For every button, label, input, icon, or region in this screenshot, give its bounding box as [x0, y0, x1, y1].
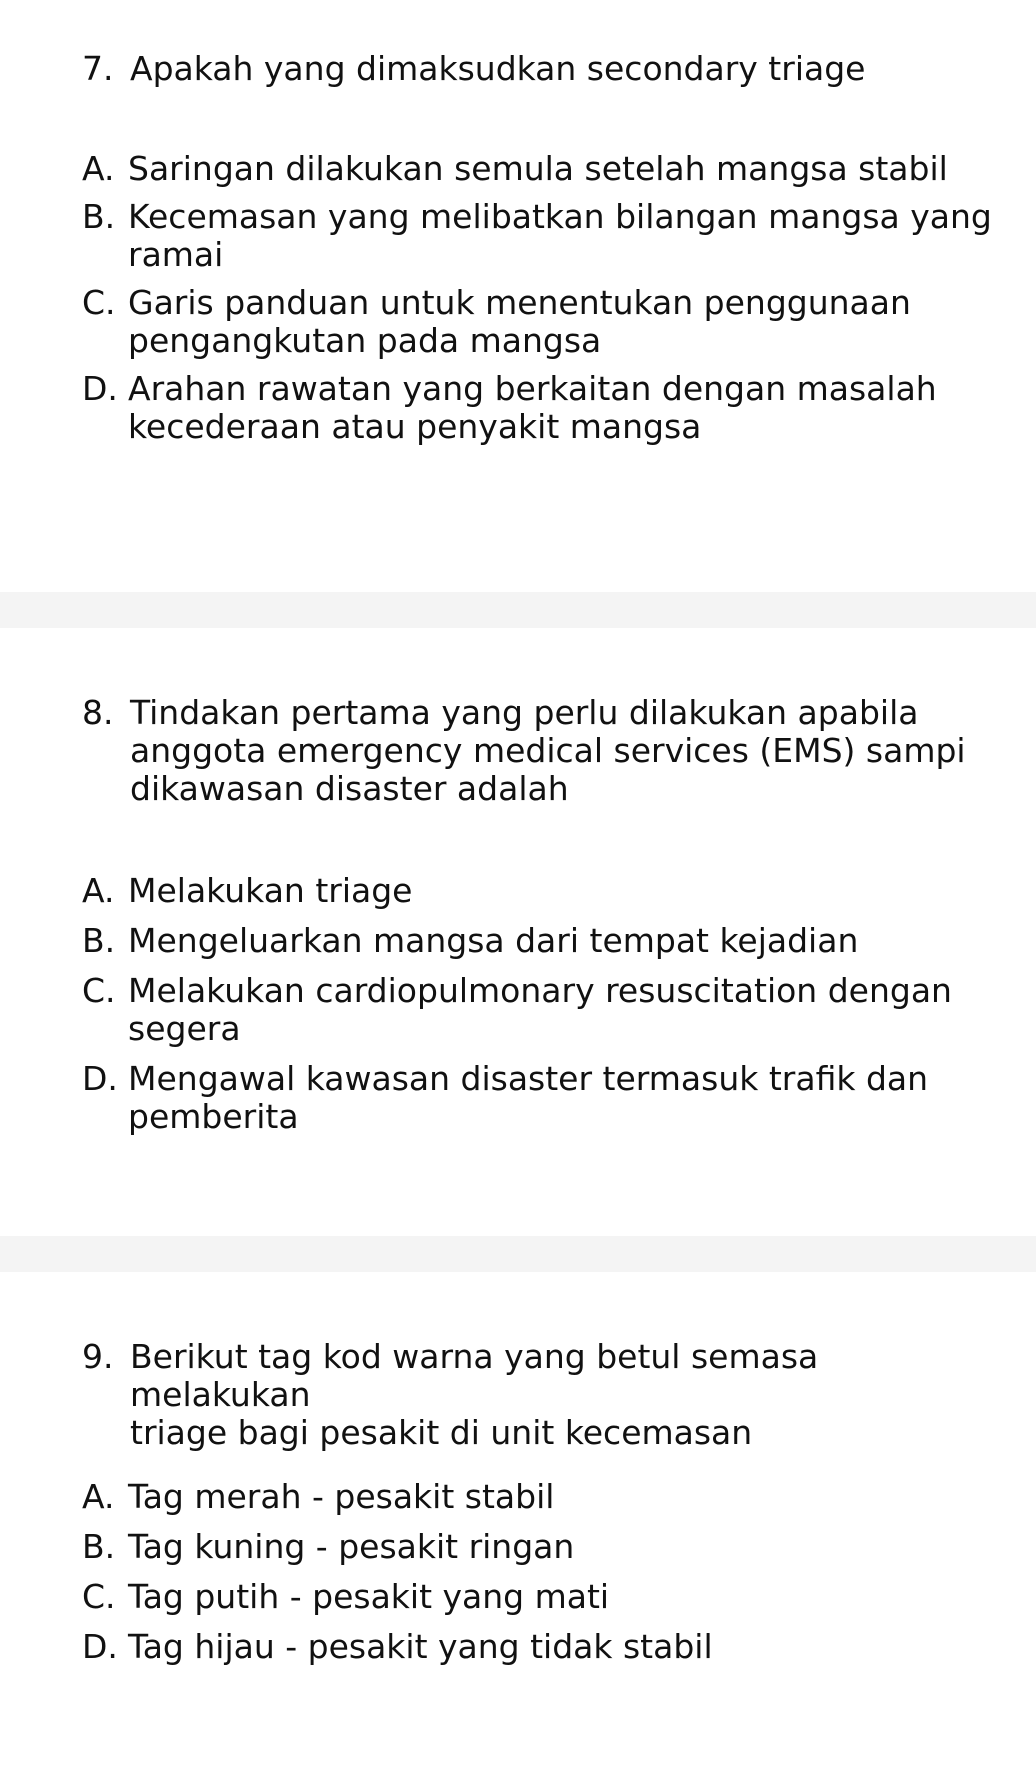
option-d[interactable] [82, 370, 996, 446]
option-d[interactable] [82, 1628, 996, 1666]
option-letter: D. [82, 369, 118, 408]
question-number: 7. [82, 49, 114, 88]
question-9 [0, 1338, 1036, 1452]
section-divider [0, 592, 1036, 628]
option-text: Tag merah - pesakit stabil [128, 1477, 555, 1516]
option-c[interactable] [82, 284, 996, 360]
question-text: Tindakan pertama yang perlu dilakukan apabila anggota emergency medical services (EMS) sampi dikawasan disaster adalah [130, 693, 966, 808]
question-7-stem [82, 50, 996, 88]
option-b[interactable] [82, 1528, 996, 1566]
option-letter: C. [82, 1577, 116, 1616]
option-letter: D. [82, 1059, 118, 1098]
option-letter: B. [82, 1527, 116, 1566]
question-number: 8. [82, 693, 114, 732]
option-letter: C. [82, 971, 116, 1010]
question-text: Berikut tag kod warna yang betul semasa melakukan triage bagi pesakit di unit kecemasan [130, 1337, 819, 1452]
option-text: Melakukan triage [128, 871, 413, 910]
question-text: Apakah yang dimaksudkan secondary triage [130, 49, 866, 88]
question-8-options [0, 872, 1036, 1136]
option-c[interactable] [82, 972, 996, 1048]
option-a[interactable] [82, 150, 996, 188]
question-7 [0, 50, 1036, 88]
section-divider [0, 1236, 1036, 1272]
option-text: Garis panduan untuk menentukan penggunaan pengangkutan pada mangsa [128, 283, 911, 360]
option-b[interactable] [82, 198, 996, 274]
option-text: Tag hijau - pesakit yang tidak stabil [128, 1627, 713, 1666]
question-7-options [0, 150, 1036, 446]
option-letter: A. [82, 871, 115, 910]
option-b[interactable] [82, 922, 996, 960]
option-a[interactable] [82, 872, 996, 910]
question-9-options [0, 1478, 1036, 1666]
option-text: Mengeluarkan mangsa dari tempat kejadian [128, 921, 859, 960]
option-text: Arahan rawatan yang berkaitan dengan masalah kecederaan atau penyakit mangsa [128, 369, 937, 446]
option-text: Kecemasan yang melibatkan bilangan mangsa yang ramai [128, 197, 992, 274]
option-letter: A. [82, 149, 115, 188]
option-text: Melakukan cardiopulmonary resuscitation dengan segera [128, 971, 952, 1048]
option-letter: A. [82, 1477, 115, 1516]
question-8 [0, 694, 1036, 808]
question-8-stem [82, 694, 996, 808]
option-letter: B. [82, 197, 116, 236]
option-text: Saringan dilakukan semula setelah mangsa stabil [128, 149, 948, 188]
option-text: Mengawal kawasan disaster termasuk trafik dan pemberita [128, 1059, 929, 1136]
question-number: 9. [82, 1337, 114, 1376]
option-c[interactable] [82, 1578, 996, 1616]
option-a[interactable] [82, 1478, 996, 1516]
option-text: Tag kuning - pesakit ringan [128, 1527, 575, 1566]
question-9-stem [82, 1338, 996, 1452]
option-d[interactable] [82, 1060, 996, 1136]
option-letter: D. [82, 1627, 118, 1666]
option-letter: C. [82, 283, 116, 322]
option-text: Tag putih - pesakit yang mati [128, 1577, 610, 1616]
option-letter: B. [82, 921, 116, 960]
